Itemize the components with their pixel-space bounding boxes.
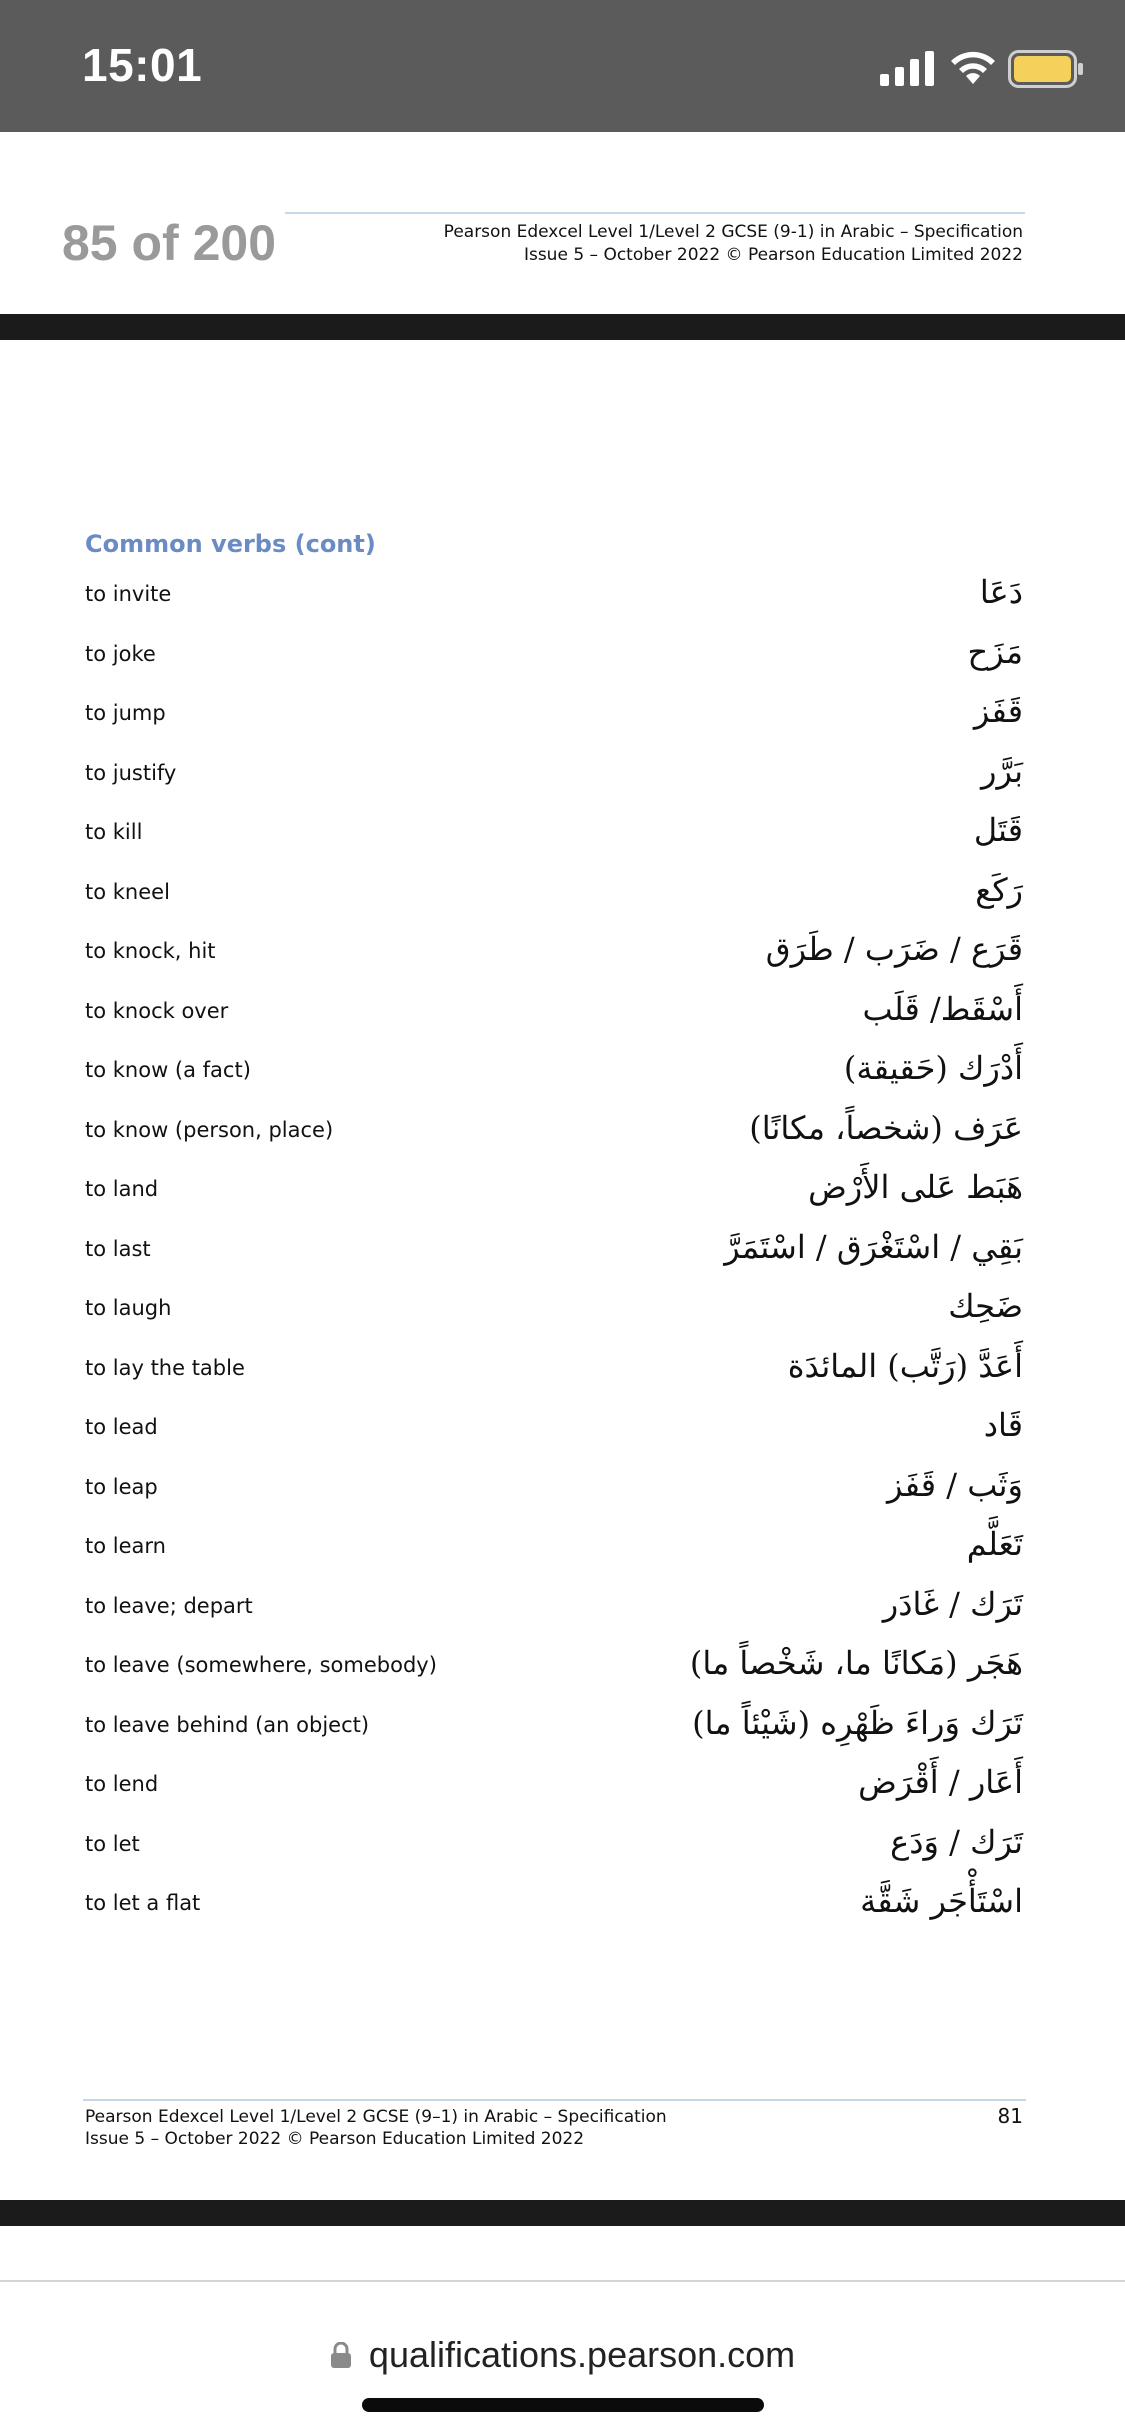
vocab-arabic: بَقِي / اسْتَغْرَق / اسْتَمَرَّ [724,1227,1023,1266]
vocab-arabic: ضَحِك [948,1287,1023,1325]
status-time: 15:01 [82,39,203,91]
vocab-row [0,1575,1125,1635]
browser-bar [0,2280,1125,2436]
vocab-arabic: أَدْرَك (حَقيقة) [843,1049,1023,1087]
vocab-arabic: قَفَز [973,692,1023,730]
vocab-arabic: رَكَع [975,870,1023,909]
vocab-arabic: وَثَب / قَفَز [886,1465,1023,1504]
vocab-english: to leave (somewhere, somebody) [85,1653,437,1677]
browser-divider [0,2280,1125,2282]
document-header [0,132,1125,314]
vocab-english: to knock, hit [85,939,216,963]
vocab-row [0,1158,1125,1218]
vocab-row [0,1813,1125,1873]
vocab-english: to invite [85,582,172,606]
vocab-arabic: أَعَدَّ (رَتَّب) المائدَة [787,1346,1023,1385]
vocab-arabic: قَتَل [973,811,1023,849]
vocab-row [0,1515,1125,1575]
vocab-english: to let [85,1831,140,1856]
vocab-row [0,1634,1125,1694]
footer-divider [83,2099,1026,2101]
home-indicator[interactable] [362,2398,764,2412]
vocab-row [0,1218,1125,1278]
vocab-row [0,1872,1125,1932]
vocab-row [0,1396,1125,1456]
vocab-arabic: هَبَط عَلى الأَرْض [808,1168,1023,1206]
signal-icon [880,50,936,86]
vocab-english: to leave behind (an object) [85,1712,370,1737]
vocab-row [0,1456,1125,1516]
vocab-row [0,1337,1125,1397]
vocab-arabic: بَرَّر [980,751,1023,790]
vocab-english: to joke [85,641,156,666]
vocab-arabic: تَعَلَّم [966,1525,1023,1563]
vocab-english: to lead [85,1415,158,1439]
lock-icon [330,2342,352,2368]
vocab-english: to kneel [85,879,170,904]
vocab-english: to know (person, place) [85,1117,334,1142]
vocab-arabic: دَعَا [979,573,1023,611]
vocab-english: to last [85,1236,151,1261]
vocab-row [0,920,1125,980]
header-spec-line1: Pearson Edexcel Level 1/Level 2 GCSE (9-1) in Arabic – Specification [443,222,1023,242]
wifi-icon [948,48,998,88]
footer-spec-line1: Pearson Edexcel Level 1/Level 2 GCSE (9–1) in Arabic – Specification [85,2107,667,2127]
vocab-row [0,1039,1125,1099]
vocab-arabic: تَرَك / غَادَر [882,1584,1023,1623]
vocab-arabic: أَسْقَط/ قَلَب [862,989,1023,1028]
vocab-english: to know (a fact) [85,1058,251,1082]
footer-spec-line2: Issue 5 – October 2022 © Pearson Education Limited 2022 [85,2129,585,2149]
vocab-row [0,1753,1125,1813]
battery-icon [1008,50,1084,88]
vocab-english: to leave; depart [85,1593,253,1618]
vocab-arabic: تَرَك / وَدَع [890,1822,1023,1861]
vocab-english: to justify [85,760,177,785]
vocab-english: to land [85,1177,159,1201]
vocab-arabic: عَرَف (شخصاً، مكانًا) [749,1108,1023,1147]
footer-spec-text [85,2106,667,2150]
vocab-row [0,1694,1125,1754]
page-separator-top [0,314,1125,340]
vocab-row [0,861,1125,921]
footer-page-number: 81 [997,2104,1023,2128]
vocab-english: to jump [85,701,166,725]
vocab-arabic: تَرَك وَراءَ ظَهْرِه (شَيْئاً ما) [692,1703,1023,1742]
vocab-english: to let a flat [85,1891,201,1915]
section-title: Common verbs (cont) [85,530,376,558]
vocab-arabic: أَعَار / أَقْرَض [858,1763,1023,1801]
vocab-row [0,801,1125,861]
vocab-english: to laugh [85,1296,172,1320]
vocab-english: to learn [85,1534,166,1558]
url-text[interactable]: qualifications.pearson.com [368,2334,796,2375]
vocab-arabic: قَاد [983,1406,1023,1444]
vocab-row [0,742,1125,802]
vocab-arabic: هَجَر (مَكانًا ما، شَخْصاً ما) [689,1644,1023,1682]
header-divider [285,212,1025,214]
vocab-row [0,1277,1125,1337]
vocab-row [0,980,1125,1040]
vocab-english: to kill [85,820,143,844]
vocab-row [0,682,1125,742]
vocab-row [0,1099,1125,1159]
vocab-english: to knock over [85,998,229,1023]
vocab-arabic: مَزَح [967,632,1023,671]
vocab-list [0,563,1125,1932]
vocab-row [0,563,1125,623]
address-bar[interactable] [0,2334,1125,2376]
vocab-row [0,623,1125,683]
header-spec-text [444,221,1023,267]
vocab-english: to lend [85,1772,159,1796]
vocab-arabic: اسْتَأْجَر شَقَّة [860,1882,1023,1920]
vocab-english: to leap [85,1474,158,1499]
status-bar [0,0,1125,132]
vocab-english: to lay the table [85,1355,245,1380]
page-separator-bottom [0,2200,1125,2226]
vocab-arabic: قَرَع / ضَرَب / طَرَق [765,930,1023,968]
header-spec-line2: Issue 5 – October 2022 © Pearson Education Limited 2022 [523,245,1023,265]
page-counter: 85 of 200 [62,215,277,271]
